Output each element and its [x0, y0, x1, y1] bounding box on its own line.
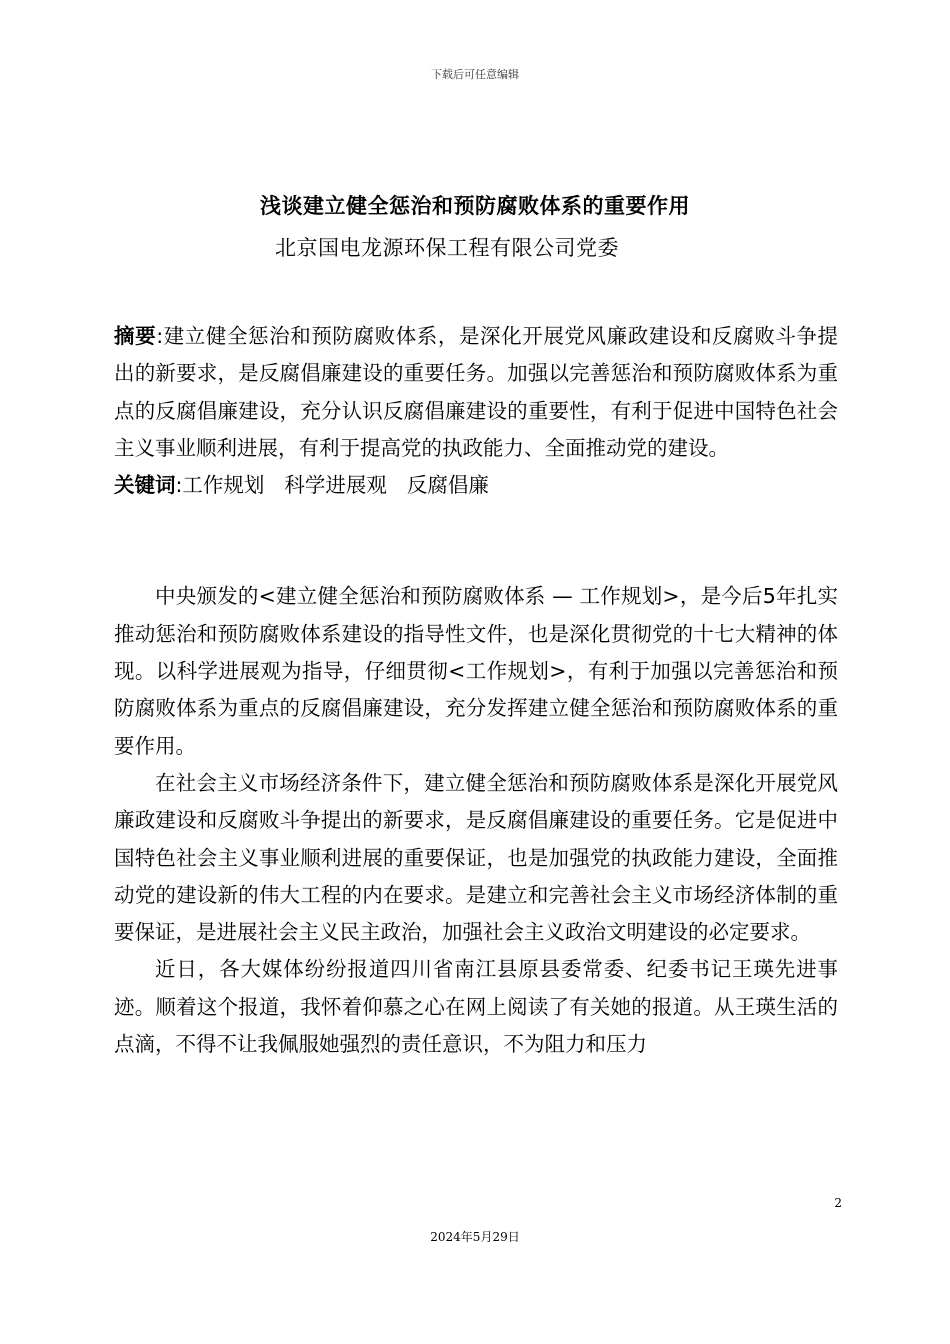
abstract-separator: : — [156, 324, 164, 348]
keyword: 科学进展观 — [284, 473, 387, 498]
keyword: 工作规划 — [182, 473, 265, 498]
body-paragraph: 近日，各大媒体纷纷报道四川省南江县原县委常委、纪委书记王瑛先进事迹。顺着这个报道，我怀着仰慕之心在网上阅读了有关她的报道。从王瑛生活的点滴，不得不让我佩服她强烈的责任意识，不为阻力和压力 — [114, 957, 838, 1057]
abstract-text: 建立健全惩治和预防腐败体系，是深化开展党风廉政建设和反腐败斗争提出的新要求，是反腐倡廉建设的重要任务。加强以完善惩治和预防腐败体系为重点的反腐倡廉建设，充分认识反腐倡廉建设的重要性，有利于促进中国特色社会主义事业顺利进展，有利于提高党的执政能力、全面推动党的建设。 — [114, 324, 839, 460]
document-title: 浅谈建立健全惩治和预防腐败体系的重要作用 — [260, 194, 690, 218]
abstract-paragraph — [114, 318, 838, 467]
document-body — [114, 318, 838, 1063]
body-paragraph: 在社会主义市场经济条件下，建立健全惩治和预防腐败体系是深化开展党风廉政建设和反腐败斗争提出的新要求，是反腐倡廉建设的重要任务。它是促进中国特色社会主义事业顺利进展的重要保证，也是加强党的执政能力建设，全面推动党的建设新的伟大工程的内在要求。是建立和完善社会主义市场经济体制的重要保证，是进展社会主义民主政治，加强社会主义政治文明建设的必定要求。 — [114, 770, 838, 945]
page-number: 2 — [834, 1196, 842, 1210]
header-note: 下载后可任意编辑 — [431, 68, 519, 81]
body-paragraph: 中央颁发的<建立健全惩治和预防腐败体系 — 工作规划>，是今后5年扎实推动惩治和预防腐败体系建设的指导性文件，也是深化贯彻党的十七大精神的体现。以科学进展观为指导，仔细贯彻<工作规划>，有利于加强以完善惩治和预防腐败体系为重点的反腐倡廉建设，充分发挥建立健全惩治和预防腐败体系的重要作用。 — [114, 584, 838, 758]
keywords-separator: : — [175, 473, 183, 498]
footer-date: 2024年5月29日 — [430, 1230, 520, 1244]
keyword: 反腐倡廉 — [406, 473, 489, 498]
keywords-label: 关键词 — [114, 473, 176, 498]
document-subtitle: 北京国电龙源环保工程有限公司党委 — [275, 236, 619, 260]
abstract-label: 摘要 — [114, 324, 157, 348]
keywords-line — [114, 467, 838, 504]
section-gap — [114, 504, 838, 578]
